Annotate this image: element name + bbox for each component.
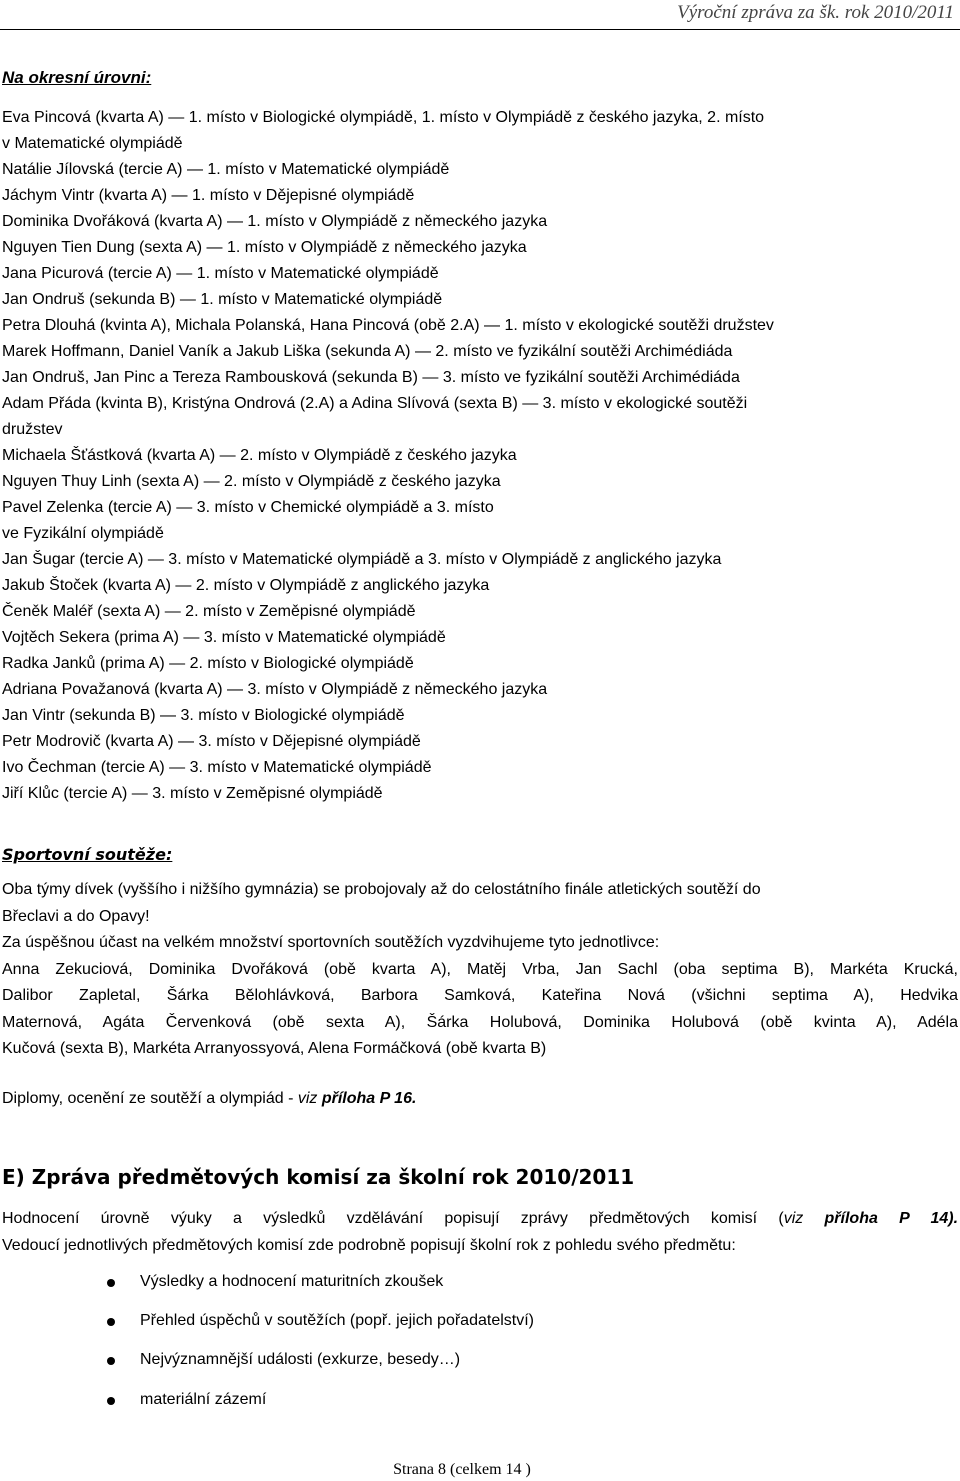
text-line: Vojtěch Sekera (prima A) — 3. místo v Matematické olympiádě xyxy=(2,629,446,646)
report-header: Výroční zpráva za šk. rok 2010/2011 xyxy=(677,2,954,23)
bullet-item xyxy=(0,1391,900,1430)
text-line: Natálie Jílovská (tercie A) — 1. místo v Matematické olympiádě xyxy=(2,161,450,178)
text-line: Jan Ondruš (sekunda B) — 1. místo v Matematické olympiádě xyxy=(2,291,443,308)
bullet-text: Přehled úspěchů v soutěžích (popř. jejich pořadatelství) xyxy=(140,1312,534,1330)
bullet-icon xyxy=(107,1357,115,1365)
text-line: Eva Pincová (kvarta A) — 1. místo v Biologické olympiádě, 1. místo v Olympiádě z českého jazyka, 2. místo xyxy=(2,109,765,126)
text-line: ve Fyzikální olympiádě xyxy=(2,525,164,542)
bullet-text: Výsledky a hodnocení maturitních zkoušek xyxy=(140,1273,444,1290)
text-line: Jakub Štoček (kvarta A) — 2. místo v Olympiádě z anglického jazyka xyxy=(2,577,490,594)
text-line: Ivo Čechman (tercie A) — 3. místo v Matematické olympiádě xyxy=(2,759,432,776)
bullet-item xyxy=(0,1273,900,1312)
bullet-icon xyxy=(107,1397,115,1405)
text-line: Nguyen Thuy Linh (sexta A) — 2. místo v Olympiádě z českého jazyka xyxy=(2,473,501,490)
text-line: Nguyen Tien Dung (sexta A) — 1. místo v Olympiádě z německého jazyka xyxy=(2,239,527,256)
text-line: Jáchym Vintr (kvarta A) — 1. místo v Dějepisné olympiádě xyxy=(2,187,415,204)
text-line: družstev xyxy=(2,421,63,438)
text-line: Jan Šugar (tercie A) — 3. místo v Matematické olympiádě a 3. místo v Olympiádě z anglického jazyka xyxy=(2,551,722,568)
bullet-icon xyxy=(107,1318,115,1326)
text-line: Dalibor Zapletal, Šárka Bělohlávková, Barbora Samková, Kateřina Nová (všichni septima A), Hedvika xyxy=(2,987,958,1004)
text-line: Oba týmy dívek (vyššího i nižšího gymnázia) se probojovaly až do celostátního finále atletických soutěží do xyxy=(2,881,761,898)
section-e-line-2: Vedoucí jednotlivých předmětových komisí zde podrobně popisují školní rok z pohledu svého předmětu: xyxy=(2,1236,736,1254)
bullet-text: Nejvýznamnější události (exkurze, besedy…) xyxy=(140,1351,461,1369)
sports-heading: Sportovní soutěže: xyxy=(2,845,173,864)
text-line: Michaela Šťástková (kvarta A) — 2. místo v Olympiádě z českého jazyka xyxy=(2,447,517,464)
text-line: Marek Hoffmann, Daniel Vaník a Jakub Liška (sekunda A) — 2. místo ve fyzikální soutěži Archimédiáda xyxy=(2,343,733,360)
district-results xyxy=(2,105,958,807)
text-line: Jiří Klůc (tercie A) — 3. místo v Zeměpisné olympiádě xyxy=(2,785,383,802)
sports-text xyxy=(2,877,958,1063)
text-line: Čeněk Maléř (sexta A) — 2. místo v Zeměpisné olympiádě xyxy=(2,603,416,620)
diplomas-viz: viz xyxy=(297,1090,318,1107)
page-number: Strana 8 (celkem 14 ) xyxy=(393,1461,531,1478)
bullet-text: materiální zázemí xyxy=(140,1390,267,1408)
section-e-title: E) Zpráva předmětových komisí za školní rok 2010/2011 xyxy=(2,1165,635,1189)
text-line: Jana Picurová (tercie A) — 1. místo v Matematické olympiádě xyxy=(2,265,439,282)
bullet-item xyxy=(0,1312,900,1351)
section-e-paragraph xyxy=(2,1206,958,1259)
text-line: Kučová (sexta B), Markéta Arranyossyová, Alena Formáčková (obě kvarta B) xyxy=(2,1040,547,1057)
diplomas-text: Diplomy, ocenění ze soutěží a olympiád - xyxy=(2,1090,298,1107)
text-line: Jan Vintr (sekunda B) — 3. místo v Biologické olympiádě xyxy=(2,707,405,724)
bullet-icon xyxy=(107,1279,115,1287)
text-line: Za úspěšnou účast na velkém množství sportovních soutěžích vyzdvihujeme tyto jednotlivce: xyxy=(2,934,660,951)
text-line: Břeclavi a do Opavy! xyxy=(2,907,150,925)
text-line: Anna Zekuciová, Dominika Dvořáková (obě kvarta A), Matěj Vrba, Jan Sachl (oba septima B), Markéta Krucká, xyxy=(2,960,958,978)
text-line: Petr Modrovič (kvarta A) — 3. místo v Dějepisné olympiádě xyxy=(2,733,421,750)
section-e-line-1: Hodnocení úrovně výuky a výsledků vzdělávání popisují zprávy předmětových komisí (viz příloha P 14). xyxy=(2,1210,958,1227)
text-line: Maternová, Agáta Červenková (obě sexta A), Šárka Holubová, Dominika Holubová (obě kvinta A), Adéla xyxy=(2,1013,958,1031)
diplomas-line xyxy=(2,1086,958,1113)
text-line: Jan Ondruš, Jan Pinc a Tereza Rambousková (sekunda B) — 3. místo ve fyzikální soutěži Archimédiáda xyxy=(2,369,740,386)
section-e-bullets xyxy=(0,1273,900,1430)
district-heading: Na okresní úrovni: xyxy=(2,68,152,87)
text-line: Petra Dlouhá (kvinta A), Michala Polanská, Hana Pincová (obě 2.A) — 1. místo v ekologické soutěži družstev xyxy=(2,317,774,334)
text-line: v Matematické olympiádě xyxy=(2,135,183,152)
text-line: Dominika Dvořáková (kvarta A) — 1. místo v Olympiádě z německého jazyka xyxy=(2,213,548,230)
text-line: Adam Přáda (kvinta B), Kristýna Ondrová (2.A) a Adina Slívová (sexta B) — 3. místo v ekologické soutěži xyxy=(2,395,748,412)
diplomas-reference: příloha P 16. xyxy=(321,1090,417,1107)
header-rule xyxy=(0,29,960,30)
text-line: Pavel Zelenka (tercie A) — 3. místo v Chemické olympiádě a 3. místo xyxy=(2,499,494,516)
text-line: Radka Janků (prima A) — 2. místo v Biologické olympiádě xyxy=(2,655,414,672)
text-line: Adriana Považanová (kvarta A) — 3. místo v Olympiádě z německého jazyka xyxy=(2,681,548,698)
bullet-item xyxy=(0,1351,900,1390)
